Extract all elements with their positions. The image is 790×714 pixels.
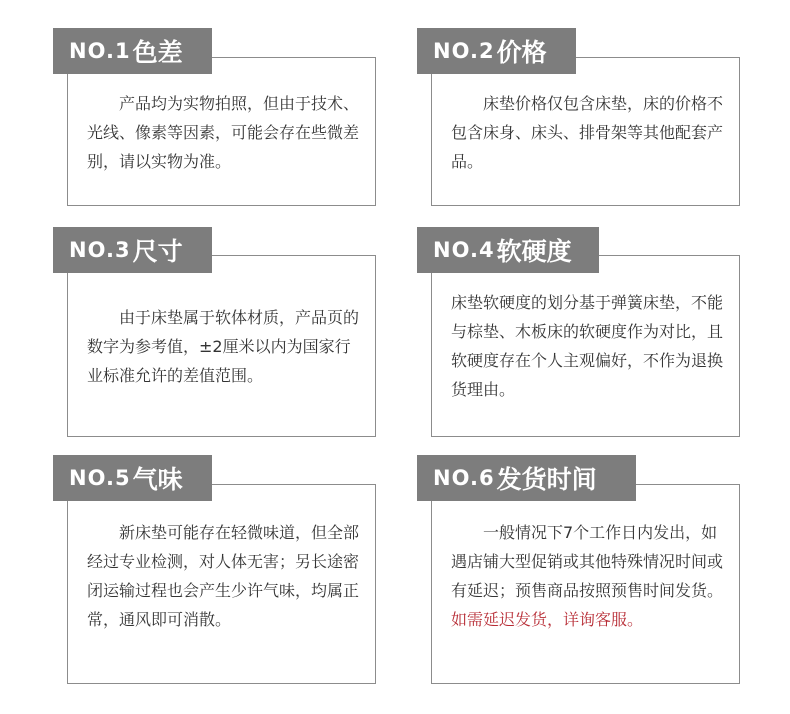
section-body-4	[451, 288, 729, 404]
section-title: 气味	[132, 465, 183, 494]
section-tag-2	[417, 28, 576, 74]
section-number: NO.5	[69, 466, 131, 490]
section-tag-5	[53, 455, 212, 501]
section-tag-3	[53, 227, 212, 273]
section-number: NO.4	[433, 238, 495, 262]
section-body-5	[87, 518, 363, 634]
section-title: 发货时间	[496, 465, 597, 494]
section-tag-1	[53, 28, 212, 74]
section-title: 色差	[132, 38, 183, 67]
section-number: NO.3	[69, 238, 131, 262]
section-number: NO.6	[433, 466, 495, 490]
section-body-2	[451, 89, 726, 176]
section-text: 新床垫可能存在轻微味道，但全部经过专业检测，对人体无害；另长途密闭运输过程也会产生少许气味，均属正常，通风即可消散。	[87, 523, 360, 629]
section-title: 价格	[496, 38, 547, 67]
section-tag-6	[417, 455, 636, 501]
section-body-3	[87, 303, 362, 390]
section-text	[451, 518, 729, 634]
section-text-main: 一般情况下7个工作日内发出，如遇店铺大型促销或其他特殊情况时间或有延迟；预售商品按照预售时间发货。	[451, 523, 724, 600]
section-title: 软硬度	[496, 237, 572, 266]
section-number: NO.1	[69, 39, 131, 63]
section-body-1	[87, 89, 362, 176]
section-tag-4	[417, 227, 599, 273]
section-text: 床垫软硬度的划分基于弹簧床垫，不能与棕垫、木板床的软硬度作为对比，且软硬度存在个人主观偏好，不作为退换货理由。	[451, 293, 724, 399]
shipping-delay-notice: 如需延迟发货，详询客服。	[451, 610, 644, 629]
section-number: NO.2	[433, 39, 495, 63]
section-text: 产品均为实物拍照，但由于技术、光线、像素等因素，可能会存在些微差别，请以实物为准。	[87, 94, 360, 171]
section-title: 尺寸	[132, 237, 183, 266]
section-text: 由于床垫属于软体材质，产品页的数字为参考值，±2厘米以内为国家行业标准允许的差值范围。	[87, 308, 360, 385]
section-body-6	[451, 518, 729, 634]
section-text: 床垫价格仅包含床垫，床的价格不包含床身、床头、排骨架等其他配套产品。	[451, 94, 724, 171]
